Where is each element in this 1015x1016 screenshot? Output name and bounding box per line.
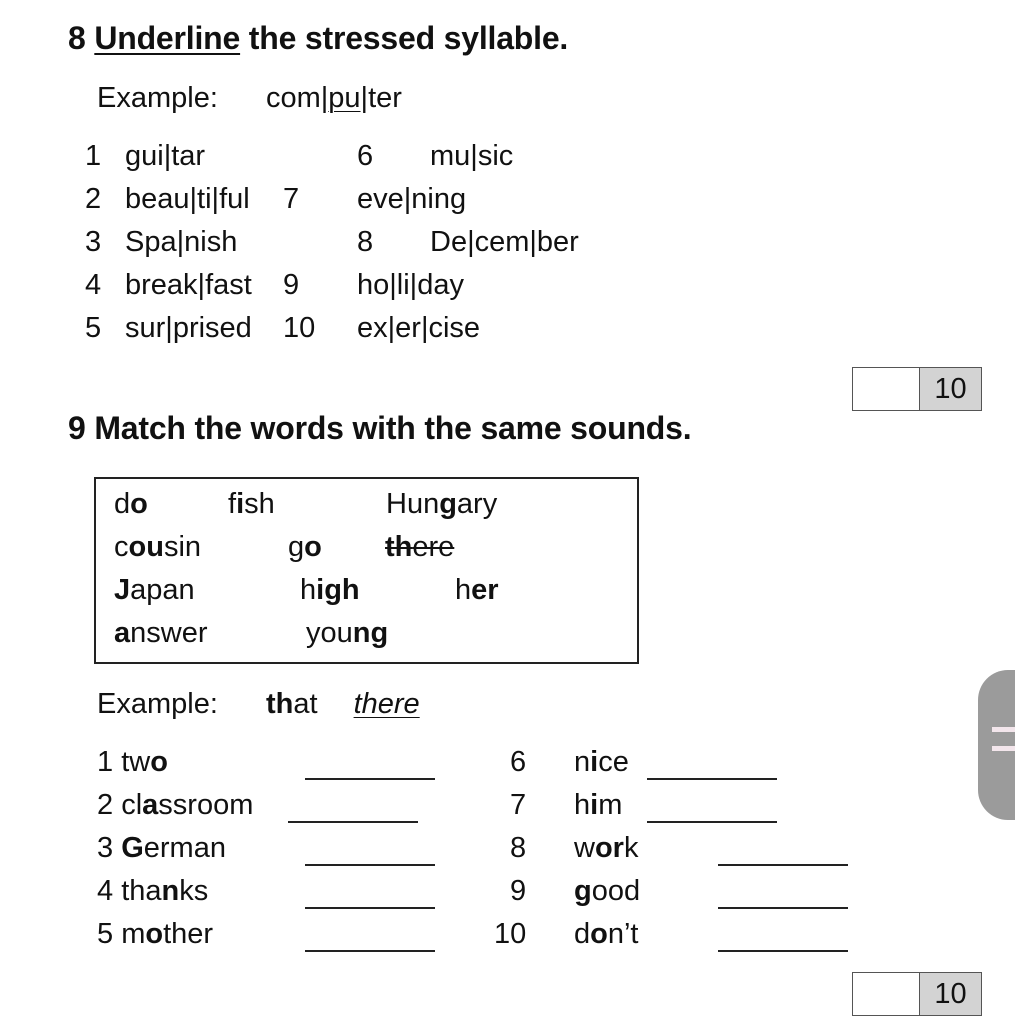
word-part: ce bbox=[598, 746, 629, 778]
word-box-word bbox=[386, 488, 497, 521]
word-box-word bbox=[385, 531, 454, 564]
bold-sound: n bbox=[161, 875, 180, 907]
answer-blank[interactable] bbox=[647, 778, 777, 780]
score-input[interactable] bbox=[853, 368, 920, 410]
word-part: cl bbox=[121, 789, 143, 821]
bold-sound: g bbox=[574, 875, 592, 907]
syllable-word[interactable]: eve|ning bbox=[357, 183, 467, 215]
match-item bbox=[97, 746, 168, 779]
answer-blank[interactable] bbox=[718, 950, 848, 952]
match-item bbox=[574, 918, 639, 951]
score-total: 10 bbox=[920, 368, 981, 410]
item-number: 3 bbox=[97, 832, 122, 864]
word-part: g bbox=[288, 531, 305, 563]
word-part: n bbox=[574, 746, 591, 778]
bold-sound: o bbox=[130, 488, 148, 520]
syllable-word[interactable]: ex|er|cise bbox=[357, 312, 481, 344]
bold-sound: o bbox=[145, 918, 164, 950]
word-part: d bbox=[114, 488, 131, 520]
answer-blank[interactable] bbox=[305, 864, 435, 866]
item-number: 2 bbox=[97, 789, 122, 821]
section8-example bbox=[97, 82, 402, 115]
bold-sound: G bbox=[121, 832, 144, 864]
bold-sound: a bbox=[114, 617, 131, 649]
syllable-word[interactable]: mu|sic bbox=[430, 140, 514, 172]
word-part: c bbox=[114, 531, 129, 563]
word-box-word bbox=[114, 617, 208, 650]
bold-sound: th bbox=[385, 531, 413, 563]
word-part: tw bbox=[121, 746, 151, 778]
bold-sound: ng bbox=[352, 617, 389, 649]
answer-blank[interactable] bbox=[718, 864, 848, 866]
word-part: erman bbox=[143, 832, 226, 864]
syllable-word[interactable]: gui|tar bbox=[125, 140, 206, 172]
word-part: k bbox=[623, 832, 639, 864]
match-item bbox=[574, 832, 638, 865]
section8-heading bbox=[68, 20, 568, 57]
word-box-word bbox=[306, 617, 388, 650]
heading-underlined-word: Underline bbox=[94, 20, 241, 56]
item-number: 5 bbox=[97, 918, 122, 950]
bold-sound: er bbox=[471, 574, 499, 606]
menu-icon bbox=[992, 746, 1015, 751]
item-number: 9 bbox=[510, 875, 527, 907]
word-part: apan bbox=[130, 574, 195, 606]
syllable-word[interactable]: ho|li|day bbox=[357, 269, 464, 301]
example-syllable: |ter bbox=[360, 82, 402, 114]
syllable-word[interactable]: sur|prised bbox=[125, 312, 252, 344]
syllable-word[interactable]: break|fast bbox=[125, 269, 252, 301]
bold-sound: o bbox=[304, 531, 322, 563]
bold-sound: J bbox=[114, 574, 131, 606]
match-item bbox=[574, 746, 629, 779]
word-part: h bbox=[574, 789, 591, 821]
item-number: 8 bbox=[510, 832, 527, 864]
word-box-word bbox=[114, 488, 148, 521]
section9-example bbox=[97, 688, 420, 721]
word-part: d bbox=[574, 918, 591, 950]
item-number: 4 bbox=[97, 875, 122, 907]
item-number: 2 bbox=[85, 183, 102, 215]
score-box-section9 bbox=[852, 972, 982, 1016]
item-number: 9 bbox=[283, 269, 300, 301]
score-total: 10 bbox=[920, 973, 981, 1015]
syllable-word[interactable]: beau|ti|ful bbox=[125, 183, 250, 215]
answer-blank[interactable] bbox=[647, 821, 777, 823]
word-part: ks bbox=[179, 875, 209, 907]
word-part: ssroom bbox=[158, 789, 254, 821]
item-number: 8 bbox=[357, 226, 374, 258]
word-part: ary bbox=[456, 488, 498, 520]
word-part: h bbox=[455, 574, 472, 606]
word-part: Hun bbox=[386, 488, 440, 520]
word-part: ere bbox=[412, 531, 455, 563]
side-drawer-handle[interactable] bbox=[978, 670, 1015, 820]
word-box-word bbox=[300, 574, 360, 607]
syllable-word[interactable]: De|cem|ber bbox=[430, 226, 579, 258]
bold-sound: o bbox=[590, 918, 608, 950]
bold-sound: igh bbox=[316, 574, 360, 606]
match-item bbox=[97, 832, 226, 865]
match-item bbox=[97, 875, 208, 908]
word-box-word bbox=[228, 488, 275, 521]
item-number: 5 bbox=[85, 312, 102, 344]
word-part: sin bbox=[163, 531, 202, 563]
item-number: 6 bbox=[357, 140, 374, 172]
match-item bbox=[97, 918, 213, 951]
example-bold-sound: th bbox=[265, 688, 294, 720]
word-box-word bbox=[455, 574, 499, 607]
item-number: 1 bbox=[85, 140, 102, 172]
item-number: 7 bbox=[510, 789, 527, 821]
item-number: 3 bbox=[85, 226, 102, 258]
item-number: 6 bbox=[510, 746, 527, 778]
word-box-word bbox=[114, 531, 201, 564]
example-label: Example: bbox=[97, 688, 218, 720]
word-part: f bbox=[228, 488, 237, 520]
word-part: ther bbox=[163, 918, 214, 950]
answer-blank[interactable] bbox=[288, 821, 418, 823]
word-part: sh bbox=[244, 488, 275, 520]
word-part: you bbox=[306, 617, 353, 649]
answer-blank[interactable] bbox=[305, 950, 435, 952]
item-number: 4 bbox=[85, 269, 102, 301]
match-item bbox=[97, 789, 253, 822]
score-input[interactable] bbox=[853, 973, 920, 1015]
item-number: 7 bbox=[283, 183, 300, 215]
bold-sound: a bbox=[142, 789, 159, 821]
example-word-rest: at bbox=[293, 688, 318, 720]
bold-sound: g bbox=[439, 488, 457, 520]
example-stressed-syllable: pu bbox=[328, 82, 361, 114]
word-part: w bbox=[574, 832, 595, 864]
heading-text: the stressed syllable. bbox=[248, 20, 569, 56]
heading-text: Match the words with the same sounds. bbox=[94, 410, 692, 446]
answer-blank[interactable] bbox=[305, 907, 435, 909]
score-box-section8 bbox=[852, 367, 982, 411]
item-number: 10 bbox=[283, 312, 316, 344]
menu-icon bbox=[992, 727, 1015, 732]
item-number: 1 bbox=[97, 746, 122, 778]
word-part: h bbox=[300, 574, 317, 606]
match-item bbox=[574, 875, 640, 908]
example-answer: there bbox=[353, 688, 420, 720]
item-number: 10 bbox=[494, 918, 527, 950]
bold-sound: i bbox=[236, 488, 245, 520]
answer-blank[interactable] bbox=[718, 907, 848, 909]
syllable-word[interactable]: Spa|nish bbox=[125, 226, 238, 258]
bold-sound: i bbox=[590, 789, 599, 821]
section-number: 9 bbox=[68, 410, 86, 446]
example-label: Example: bbox=[97, 82, 218, 114]
word-part: tha bbox=[121, 875, 162, 907]
bold-sound: o bbox=[150, 746, 168, 778]
section9-heading bbox=[68, 410, 691, 447]
word-part: nswer bbox=[130, 617, 208, 649]
answer-blank[interactable] bbox=[305, 778, 435, 780]
bold-sound: or bbox=[594, 832, 624, 864]
word-box-word bbox=[288, 531, 322, 564]
match-item bbox=[574, 789, 622, 822]
word-part: n’t bbox=[607, 918, 639, 950]
word-part: m bbox=[121, 918, 146, 950]
example-syllable: com| bbox=[265, 82, 329, 114]
word-part: m bbox=[598, 789, 623, 821]
word-part: ood bbox=[591, 875, 641, 907]
section-number: 8 bbox=[68, 20, 86, 56]
bold-sound: i bbox=[590, 746, 599, 778]
word-box-word bbox=[114, 574, 195, 607]
bold-sound: ou bbox=[128, 531, 164, 563]
